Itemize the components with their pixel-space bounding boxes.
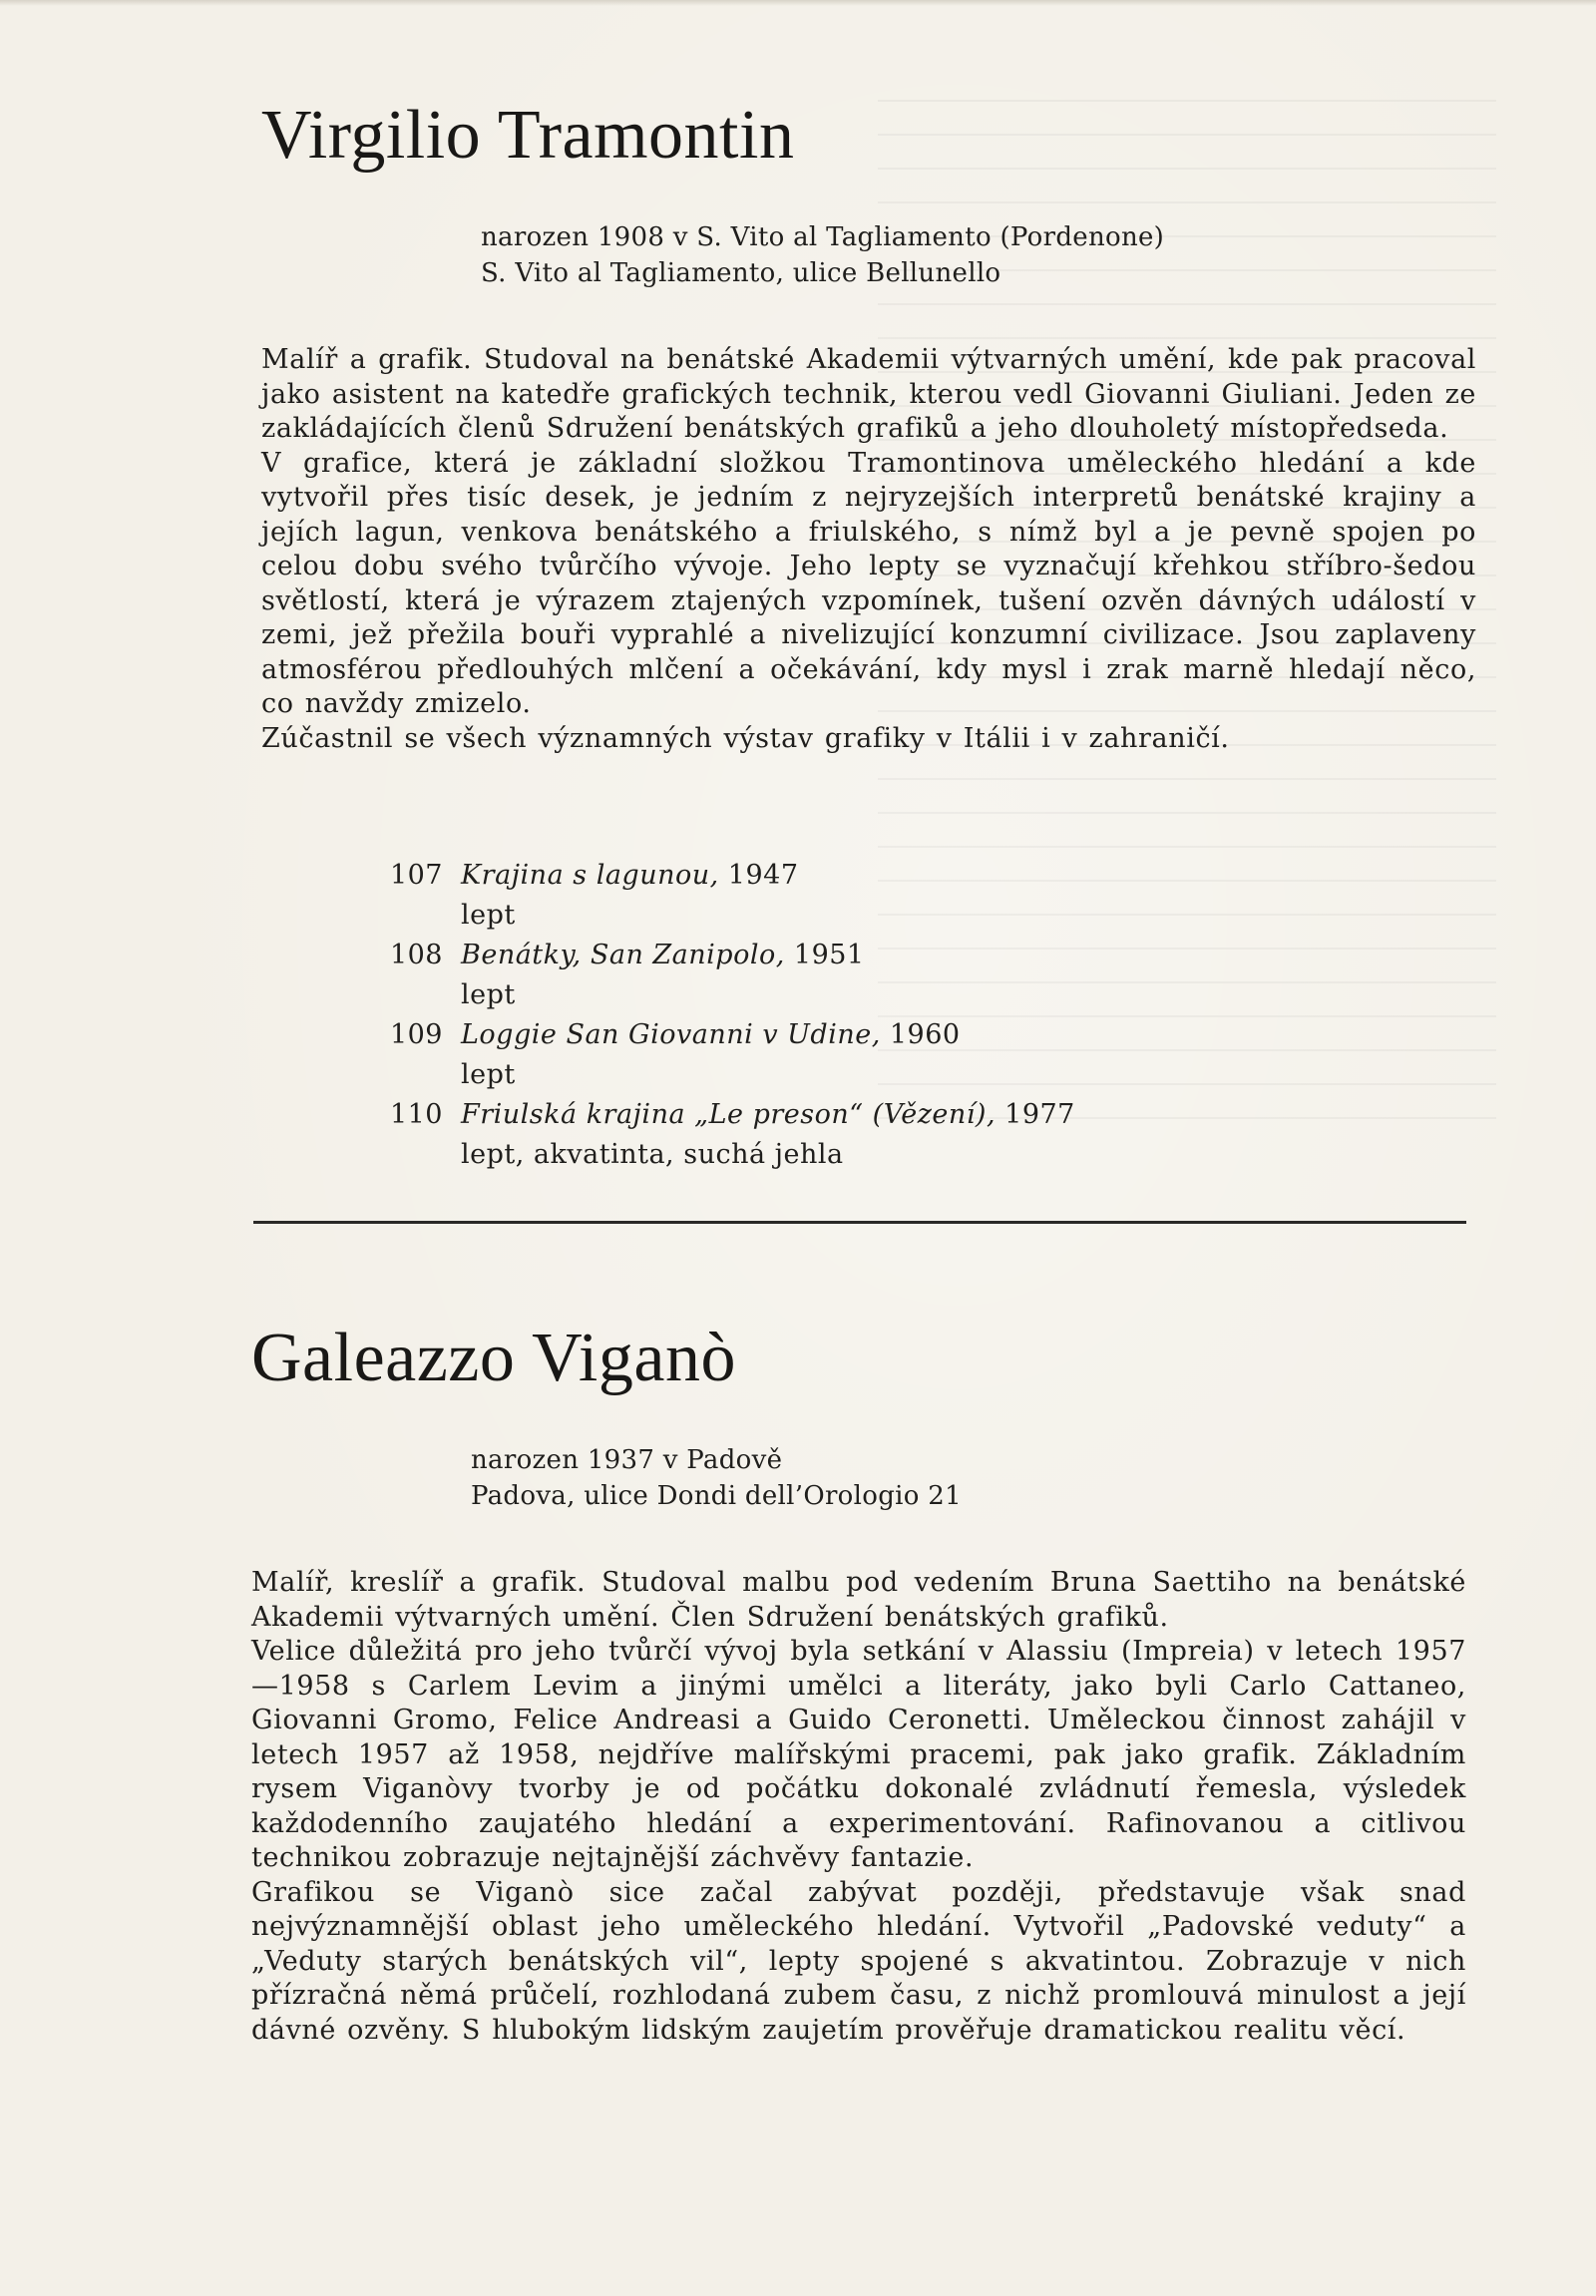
work-technique: lept: [461, 1059, 516, 1090]
work-title: Krajina s lagunou,: [461, 860, 719, 891]
work-year: 1977: [996, 1099, 1075, 1130]
work-technique: lept: [461, 900, 516, 931]
artist-name-heading: Virgilio Tramontin: [261, 97, 795, 174]
work-title: Friulská krajina „Le preson“ (Vězení),: [461, 1099, 997, 1130]
work-year: 1960: [880, 1019, 961, 1050]
work-number: 110: [389, 1099, 443, 1130]
work-technique: lept: [461, 979, 516, 1010]
work-item: [379, 936, 1277, 1015]
work-title: Loggie San Giovanni v Udine,: [461, 1019, 881, 1050]
section-divider: [253, 1221, 1466, 1224]
artist-name-heading: Galeazzo Viganò: [251, 1320, 736, 1396]
artist-biography: [261, 343, 1476, 756]
works-list: [379, 856, 1277, 1175]
work-item: [379, 1015, 1277, 1095]
work-year: 1947: [718, 860, 799, 891]
bio-paragraph: Zúčastnil se všech významných výstav grafiky v Itálii i v zahraničí.: [261, 722, 1230, 754]
work-number: 107: [389, 860, 443, 891]
bio-paragraph: Grafikou se Viganò sice začal zabývat později, představuje však snad nejvýznamnější oblast jeho uměleckého hledání. Vytvořil „Padovské veduty“ a „Veduty starých benátských vil“, lepty spojené s akvatintou. Zobrazuje v nich přízračná němá průčelí, rozhlodaná zubem času, z nichž promlouvá minulost a její dávné ozvěny. S hlubokým lidským zaujetím prověřuje dramatickou realitu věcí.: [251, 1876, 1466, 2046]
address-line: S. Vito al Tagliamento, ulice Bellunello: [481, 258, 1001, 288]
artist-biography: [251, 1566, 1466, 2048]
work-year: 1951: [784, 940, 865, 970]
work-title: Benátky, San Zanipolo,: [461, 940, 785, 970]
birth-line: narozen 1937 v Padově: [471, 1445, 783, 1475]
work-item: [379, 1095, 1277, 1175]
artist-address-block: [481, 219, 1164, 291]
bio-paragraph: Malíř a grafik. Studoval na benátské Akademii výtvarných umění, kde pak pracoval jako asistent na katedře grafických technik, kterou vedl Giovanni Giuliani. Jeden ze zakládajících členů Sdružení benátských grafiků a jeho dlouholetý místopředseda.: [261, 344, 1476, 444]
artist-address-block: [471, 1442, 962, 1514]
work-number: 109: [389, 1019, 443, 1050]
work-item: [379, 856, 1277, 936]
work-technique: lept, akvatinta, suchá jehla: [461, 1139, 844, 1170]
bio-paragraph: Malíř, kreslíř a grafik. Studoval malbu pod vedením Bruna Saettiho na benátské Akademii výtvarných umění. Člen Sdružení benátských grafiků.: [251, 1567, 1466, 1633]
bio-paragraph: Velice důležitá pro jeho tvůrčí vývoj byla setkání v Alassiu (Impreia) v letech 1957—1958 s Carlem Levim a jinými umělci a literáty, jako byli Carlo Cattaneo, Giovanni Gromo, Felice Andreasi a Guido Ceronetti. Uměleckou činnost zahájil v letech 1957 až 1958, nejdříve malířskými pracemi, pak jako grafik. Základním rysem Viganòvy tvorby je od počátku dokonalé zvládnutí řemesla, výsledek každodenního zaujatého hledání a experimentování. Rafinovanou a citlivou technikou zobrazuje nejtajnější záchvěvy fantazie.: [251, 1636, 1466, 1873]
bio-paragraph: V grafice, která je základní složkou Tramontinova uměleckého hledání a kde vytvořil přes tisíc desek, je jedním z nejryzejších interpretů benátské krajiny a jejích lagun, venkova benátského a friulského, s nímž byl a je pevně spojen po celou dobu svého tvůrčího vývoje. Jeho lepty se vyznačují křehkou stříbro-šedou světlostí, která je výrazem ztajených vzpomínek, tušení ozvěn dávných událostí v zemi, jež přežila bouři vyprahlé a nivelizující konzumní civilizace. Jsou zaplaveny atmosférou předlouhých mlčení a očekávání, kdy mysl i zrak marně hledají něco, co navždy zmizelo.: [261, 447, 1476, 719]
address-line: Padova, ulice Dondi dell’Orologio 21: [471, 1481, 962, 1511]
artist-section-vigano: [0, 1227, 1596, 2224]
birth-line: narozen 1908 v S. Vito al Tagliamento (Pordenone): [481, 222, 1165, 252]
work-number: 108: [389, 940, 443, 970]
